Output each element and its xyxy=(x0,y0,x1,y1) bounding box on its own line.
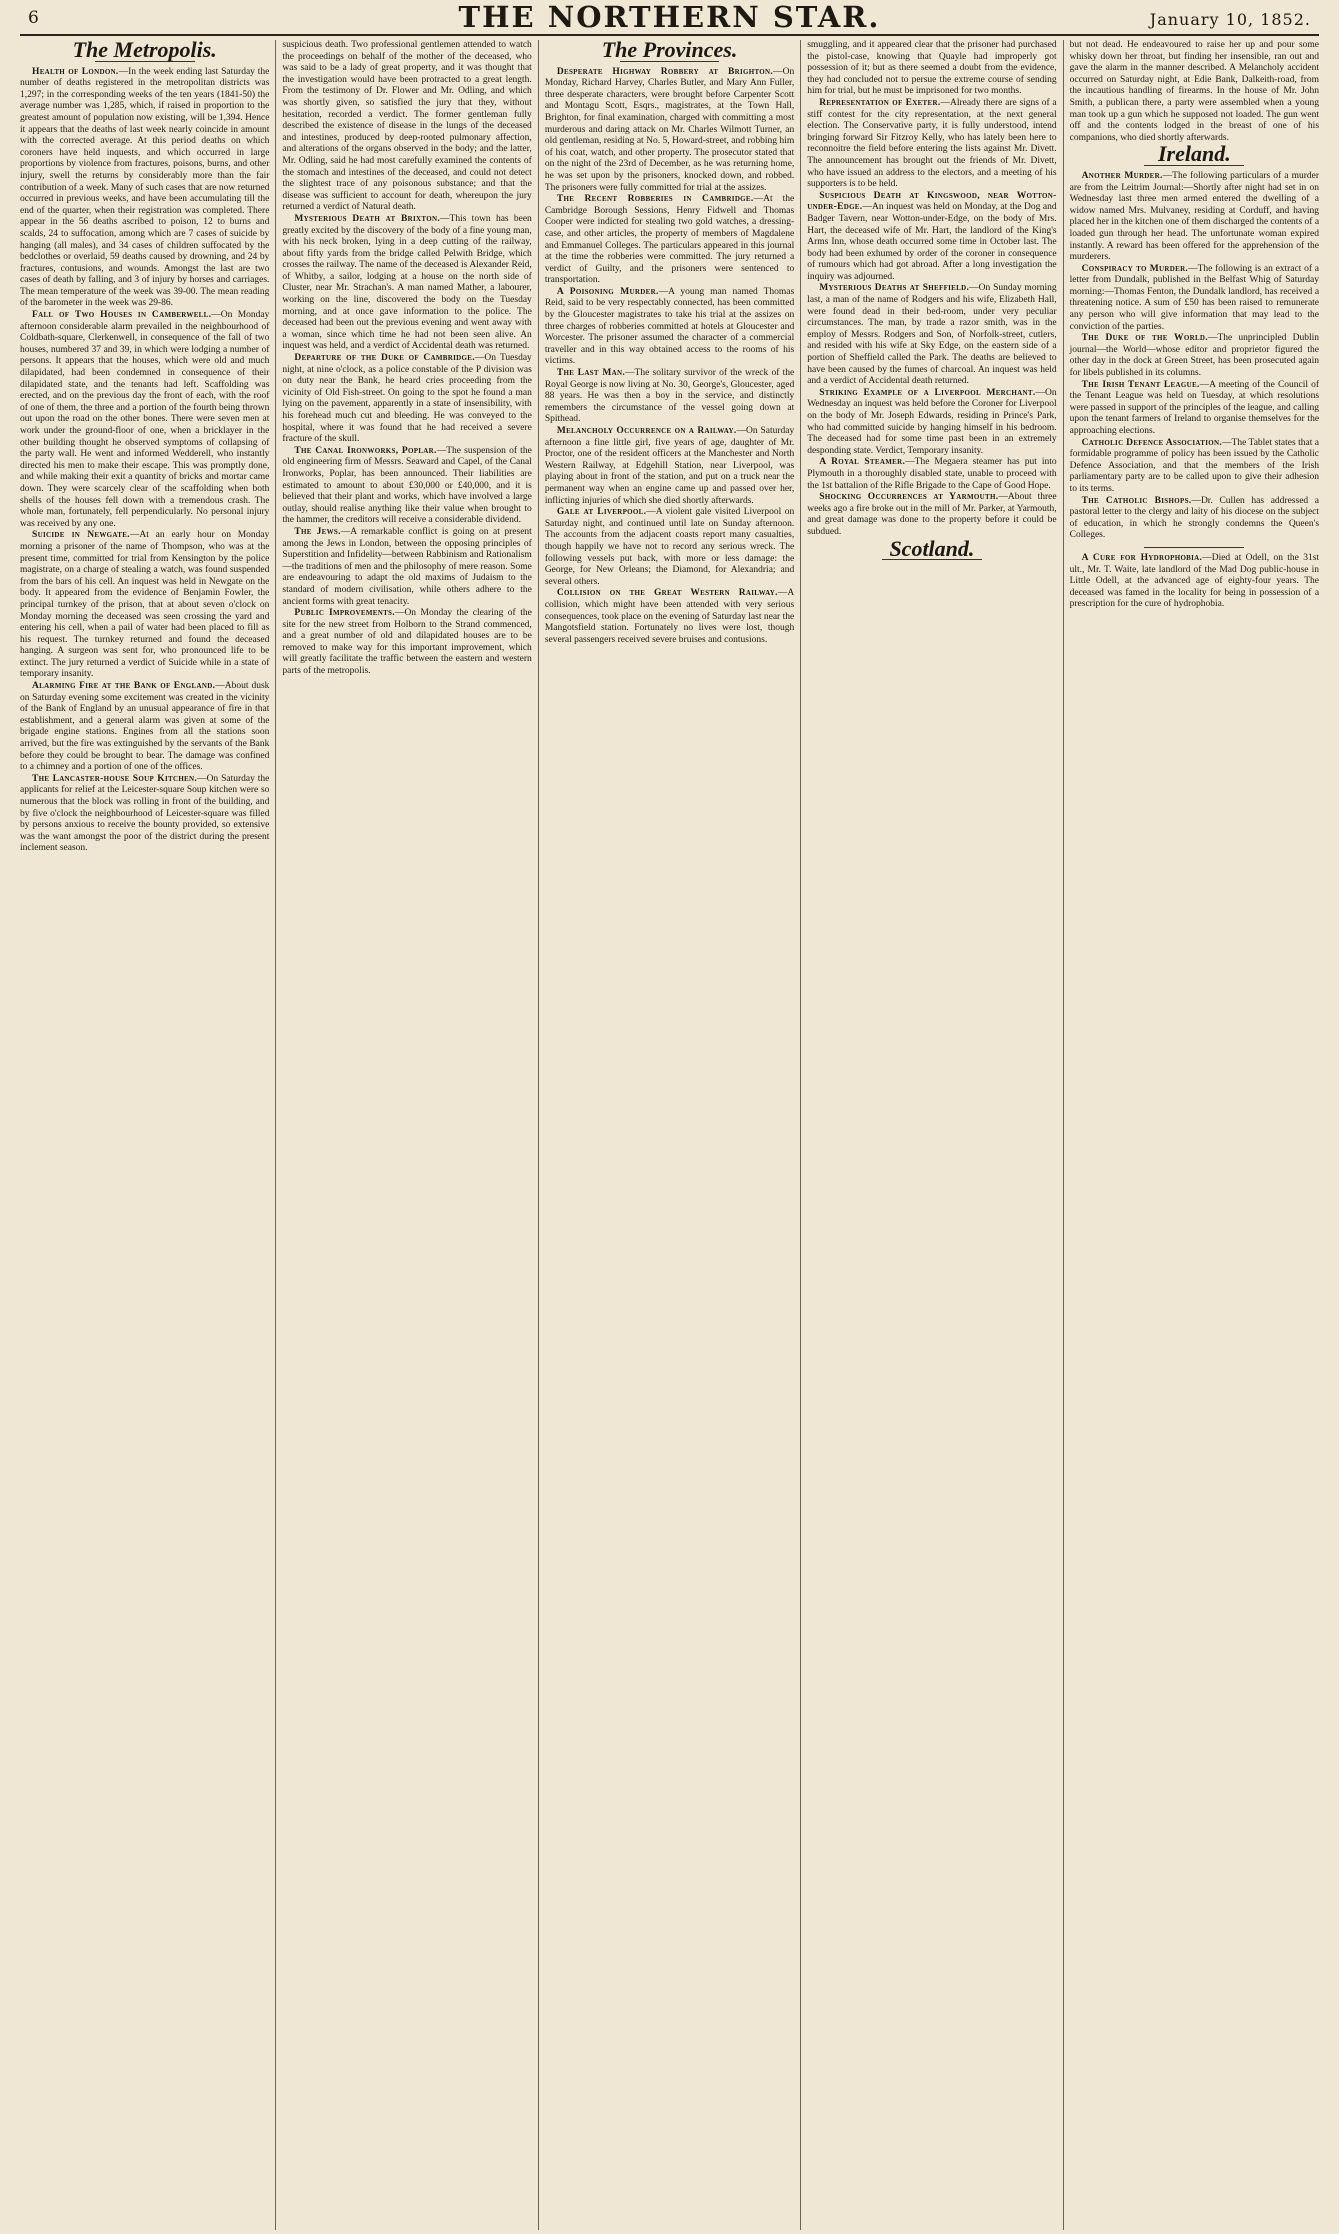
article-paragraph xyxy=(282,214,531,353)
section-rule xyxy=(1144,547,1244,548)
article-text: —Dr. Cullen has addressed a pastoral letter to the clergy and laity of his diocese on the subject of education, in which he strongly condemns the Queen's Colleges. xyxy=(1069,495,1320,541)
article-kicker: Suspicious Death at Kingswood, near Wotton-under-Edge. xyxy=(807,190,1057,213)
article-text: —On Saturday the applicants for relief at the Leicester-square Soup kitchen were so numerous that the block was rolling in front of the building, and by five o'clock the neighbourhood of Leicester-square was filled by persons anxious to receive the bounty provided, so extensive was the want amongst the poor of the district during the present inclement season. xyxy=(20,773,270,854)
article-paragraph xyxy=(20,67,269,310)
article-paragraph xyxy=(545,588,794,646)
article-text: —The suspension of the old engineering firm of Messrs. Seaward and Capel, of the Canal Ironworks, Poplar, has been announced. Their liabilities are estimated to amount to about £30,000 or £40,000, and it is believed that their plant and works, which have involved a large outlay, should realise anything like their value when brought to the hammer, the creditors will receive a considerable dividend. xyxy=(282,445,532,526)
article-text: —Already there are signs of a stiff contest for the city representation, at the next general election. The Conservative party, it is fully understood, intend bringing forward Sir Fitzroy Kelly, who has lately been here to reconnoitre the field before entering the lists against Mr. Divett. The announcement has brought out the friends of Mr. Divett, who have issued an address to the electors, and a meeting of his supporters is to be held. xyxy=(807,97,1057,190)
article-kicker: The Lancaster-house Soup Kitchen. xyxy=(32,773,198,784)
article-kicker: The Jews. xyxy=(294,526,341,537)
issue-date: January 10, 1852. xyxy=(1149,10,1311,29)
article-text: —The following particulars of a murder are from the Leitrim Journal:—Shortly after night had set in on Wednesday last three men armed entered the dwelling of a widow named Mrs. Mulvaney, residing at Corduff, and having placed her in the kitchen one of them discharged the contents of a loaded gun through her head. The unfortunate woman expired instantly. A reward has been offered for the apprehension of the murderers. xyxy=(1069,170,1320,263)
article-kicker: The Canal Ironworks, Poplar. xyxy=(294,445,437,456)
article-kicker: A Poisoning Murder. xyxy=(556,286,659,297)
article xyxy=(282,40,531,678)
article-text: —The solitary survivor of the wreck of the Royal George is now living at No. 30, George's, Gloucester, aged 88 years. He was then a boy in the service, and distinctly remembers the circumstance of the vessel going down at Spithead. xyxy=(544,368,795,425)
article-kicker: The Irish Tenant League. xyxy=(1081,379,1200,390)
article-kicker: Catholic Defence Association. xyxy=(1081,437,1223,448)
article xyxy=(545,67,794,647)
article-kicker: The Catholic Bishops. xyxy=(1081,495,1192,506)
article-text: —On Tuesday night, at nine o'clock, as a police constable of the P division was on duty near the Bank, he heard cries proceeding from the vicinity of Old Fish-street. On going to the spot he found a man lying on the pavement, apparently in a state of insensibility, with his forehead much cut and bleeding. He was conveyed to the hospital, where it was found that he had received a severe fracture of the skull. xyxy=(282,353,532,445)
article-paragraph xyxy=(545,194,794,287)
article-text: —A young man named Thomas Reid, said to be very respectably connected, has been committed by the Gloucester magistrates to take his trial at the assizes on three charges of robberies committed at hotels at Gloucester and Worcester. The prisoner assumed the character of a commercial traveller and in this way obtained access to the rooms of his victims. xyxy=(544,286,795,367)
article-text: —On Monday, Richard Harvey, Charles Butler, and Mary Ann Fuller, three desperate characters, were brought before Carpenter Scott and Montagu Scott, Esqrs., magistrates, at the Town Hall, Brighton, for final examination, charged with committing a most murderous and daring attack on Mr. Charles Wilmott Turner, an old gentleman, residing at No. 5, Howard-street, and robbing him of his coat, watch, and other property. The prosecutor stated that on the night of the 23rd of December, as he was returning home, he was set upon by the prisoners, knocked down, and robbed. The prisoners were fully committed for trial at the assizes. xyxy=(544,66,795,193)
section-heading-metropolis: The Metropolis. xyxy=(72,40,217,62)
article-paragraph xyxy=(20,681,269,774)
article-text: —The Tablet states that a formidable programme of policy has been issued by the Catholic Defence Association, and that the members of the Irish parliamentary party are to be called upon to give their adhesion to its terms. xyxy=(1069,437,1320,494)
article-paragraph xyxy=(807,40,1056,98)
article-text: —On Wednesday an inquest was held before the Coroner for Liverpool on the body of Mr. Joseph Edwards, residing in Prince's Park, who had committed suicide by hanging himself in his bedroom. The deceased had for some time past been in an extremely desponding state. Verdict, Temporary insanity. xyxy=(807,387,1057,456)
article-text: —Died at Odell, on the 31st ult., Mr. T. Waite, late landlord of the Mad Dog public-house in Little Odell, at the advanced age of eighty-four years. The deceased was famed in the locality for being in possession of a prescription for the cure of hydrophobia. xyxy=(1069,552,1320,610)
article-kicker: Suicide in Newgate. xyxy=(32,530,130,541)
article-text: —A remarkable conflict is going on at present among the Jews in London, between the opposing principles of Superstition and Infidelity—between Rabbinism and Rationalism—the traditions of men and the philosophy of mere reason. Some are endeavouring to adapt the old maxims of Judaism to the standard of modern civilisation, while others adhere to the ancient forms with great tenacity. xyxy=(282,526,532,607)
article-paragraph xyxy=(282,527,531,608)
article xyxy=(20,67,269,855)
article-text: —At the Cambridge Borough Sessions, Henry Fidwell and Thomas Cooper were indicted for stealing two gold watches, a dressing-case, and other articles, the property of members of Magdalene and Emmanuel Colleges. The particulars appeared in this journal at the time the robberies were committed. The jury returned a verdict of Guilty, and the prisoners were sentenced to transportation. xyxy=(544,194,795,286)
article-paragraph xyxy=(545,426,794,507)
article-kicker: Gale at Liverpool. xyxy=(556,507,647,518)
article-paragraph xyxy=(1070,171,1319,264)
article-kicker: Mysterious Deaths at Sheffield. xyxy=(819,283,970,294)
article-kicker: Shocking Occurrences at Yarmouth. xyxy=(819,492,999,503)
section-heading-ireland: Ireland. xyxy=(1157,141,1231,167)
article xyxy=(1070,553,1319,611)
column-1 xyxy=(14,40,276,2230)
article-kicker: Health of London. xyxy=(32,66,119,77)
article-kicker: Striking Example of a Liverpool Merchant. xyxy=(819,387,1036,398)
column-2 xyxy=(276,40,538,2230)
article-text: —About dusk on Saturday evening some excitement was created in the vicinity of the Bank of England by an unusual appearance of fire in that establishment, and a general alarm was given at some of the brigade engine stations. Engines from all the stations soon arrived, but the fire was extinguished by the servants of the Bank before they could be brought to bear. The damage was confined to a chimney and a portion of one of the offices. xyxy=(20,681,270,773)
article-text: —The Megaera steamer has put into Plymouth in a thoroughly disabled state, unable to proceed with the 1st battalion of the Rifle Brigade to the Cape of Good Hope. xyxy=(807,457,1057,491)
article-paragraph xyxy=(20,774,269,855)
article-text: —On Saturday afternoon a fine little girl, five years of age, daughter of Mr. Proctor, one of the resident officers at the Manchester and North Western Railway, at Edgehill Station, near Liverpool, was playing about in front of the station, and put on a truck near the permanent way when an engine came up and passed over her, inflicting injuries of which she died shortly afterwards. xyxy=(544,426,795,506)
article-paragraph xyxy=(545,287,794,368)
page-number: 6 xyxy=(28,8,39,28)
article-kicker: Another Murder. xyxy=(1081,170,1163,181)
section-heading-scotland: Scotland. xyxy=(889,535,975,561)
article-text: suspicious death. Two professional gentlemen attended to watch the proceedings on behalf of the mother of the deceased, who was said to be a lady of great property, and it was thought that the investigation would have been protracted to a great length. From the testimony of Dr. Flower and Mr. Odling, and which was shortly given, so satisfied the jury that they, without hesitation, recorded a verdict. The former gentleman fully described the existence of disease in the lungs of the deceased and intestines, produced by deep-rooted pulmonary affection, and alterations of the organs observed in the body; and the latter, Mr. Odling, said he had most carefully examined the contents of the stomach and intestines of the deceased, and could not detect the slightest trace of any poisonous substance; and that the disease was sufficient to account for death, whereupon the jury returned a verdict of Natural death. xyxy=(282,40,532,213)
article-paragraph xyxy=(1070,333,1319,379)
article-kicker: Departure of the Duke of Cambridge. xyxy=(294,353,475,364)
article-paragraph xyxy=(20,530,269,681)
article-paragraph xyxy=(1070,380,1319,438)
article-text: —The unprincipled Dublin journal—the World—whose editor and proprietor figured the other day in the dock at Green Street, has been prosecuted again for libels published in its columns. xyxy=(1069,333,1320,379)
article-paragraph xyxy=(282,608,531,678)
article-kicker: The Last Man. xyxy=(556,368,626,379)
columns xyxy=(14,36,1325,2230)
article-kicker: The Duke of the World. xyxy=(1081,333,1208,344)
article-kicker: A Cure for Hydrophobia. xyxy=(1081,552,1203,563)
article-kicker: Melancholy Occurrence on a Railway. xyxy=(556,426,737,436)
article-paragraph xyxy=(807,457,1056,492)
article-paragraph xyxy=(545,67,794,195)
article-paragraph xyxy=(20,310,269,530)
article xyxy=(1070,171,1319,542)
article-text: —An inquest was held on Monday, at the Dog and Badger Tavern, near Wotton-under-Edge, on the body of Mrs. Hart, the deceased wife of Mr. Hart, the landlord of the King's Arms Inn, whose death occurred some time in October last. The body had been exhumed by order of the coroner in consequence of rumours which had got abroad. After a long investigation the inquiry was adjourned. xyxy=(807,202,1057,282)
article-kicker: Collision on the Great Western Railway. xyxy=(556,588,778,599)
article-text: —A collision, which might have been attended with very serious consequences, took place on the evening of Saturday last near the Mangotsfield station. Fortunately no lives were lost, though several passengers received severe bruises and contusions. xyxy=(544,588,795,645)
column-4 xyxy=(801,40,1063,2230)
article-kicker: A Royal Steamer. xyxy=(819,457,906,468)
article-paragraph xyxy=(282,40,531,214)
article-text: —A meeting of the Council of the Tenant League was held on Tuesday, at which resolutions were passed in support of the principles of the league, and calling upon the tenant farmers of Ireland to organise themselves for the approaching elections. xyxy=(1069,379,1320,436)
article-text: —On Monday the clearing of the site for the new street from Holborn to the Strand commenced, and a great number of old and dilapidated houses are to be removed to make way for this important improvement, which will greatly facilitate the traffic between the eastern and western parts of the metropolis. xyxy=(282,608,532,677)
column-3 xyxy=(539,40,801,2230)
article-kicker: Fall of Two Houses in Camberwell. xyxy=(32,310,212,321)
article-paragraph xyxy=(545,368,794,426)
newspaper-title: THE NORTHERN STAR. xyxy=(458,0,881,34)
article-paragraph xyxy=(1070,553,1319,611)
article xyxy=(1070,40,1319,144)
article-text: —A violent gale visited Liverpool on Saturday night, and continued until late on Sunday afternoon. The accounts from the adjacent coasts report many casualties, though happily we have not to record any serious wreck. The following vessels put back, with more or less damage: the George, for New Orleans; the Diamond, for Alexandria; and several others. xyxy=(544,507,795,587)
article-text: —The following is an extract of a letter from Dundalk, published in the Belfast Whig of Saturday morning:—Thomas Fenton, the Dundalk landlord, has received a threatening notice. A sum of £50 has been raised to remunerate any person who will give information that may lead to the conviction of the parties. xyxy=(1069,263,1320,332)
section-heading-provinces: The Provinces. xyxy=(601,40,738,62)
article-paragraph xyxy=(1070,496,1319,542)
article-text: —On Sunday morning last, a man of the name of Rodgers and his wife, Elizabeth Hall, were found dead in their bed-room, under very peculiar circumstances. The man, by trade a razor smith, was in the employ of Messrs. Rodgers and Son, of Norfolk-street, cutlers, and resided with his wife at Sky Edge, on the eastern side of a portion of Sheffield called the Park. The deaths are believed to have been caused by the fumes of charcoal. An inquest was held and a verdict of Accidental death returned. xyxy=(807,283,1057,387)
masthead xyxy=(20,0,1319,36)
article-kicker: Mysterious Death at Brixton. xyxy=(294,213,441,224)
article-kicker: Desperate Highway Robbery at Brighton. xyxy=(556,66,774,77)
article-kicker: Alarming Fire at the Bank of England. xyxy=(32,681,216,692)
article-paragraph xyxy=(807,388,1056,458)
article-paragraph xyxy=(282,446,531,527)
article-kicker: Conspiracy to Murder. xyxy=(1081,263,1189,274)
article-paragraph xyxy=(282,353,531,446)
article-text: smuggling, and it appeared clear that the prisoner had purchased the pistol-case, knowing that Quayle had improperly got possession of it; but as there seemed a doubt from the evidence, they had concluded not to persue the extreme course of sending him for trial, but he must be imprisoned for two months. xyxy=(807,40,1057,97)
column-5 xyxy=(1064,40,1325,2230)
article-text: —On Monday afternoon considerable alarm prevailed in the neighbourhood of Coldbath-square, Clerkenwell, in consequence of the fall of two houses, numbered 37 and 39, in which were lodging a number of persons. It appears that the houses, which were old and much dilapidated, had been condemned in consequence of their dilapidated state, and the tenants had left. Scaffolding was erected, and on the previous day the front of each, with the roof of one of them, the three and a portion of the fourth being thrown out upon the road on the other bones. There were seven men at work under the ground-floor of one, when a bricklayer in the other building thought he observed symptoms of collapsing of the party wall. He went and informed Wedderell, who instantly directed his men to make their escape. This was promptly done, and while making their exit a quantity of bricks and mortar came down. They were scarcely clear of the scaffolding when both shells of the houses fell down with a tremendous crash. The whole man, fortunately, fell perpendicularly. No personal injury was received by any one. xyxy=(20,310,270,529)
article-kicker: The Recent Robberies in Cambridge. xyxy=(556,194,754,205)
article-paragraph xyxy=(807,492,1056,538)
article-paragraph xyxy=(545,507,794,588)
article-paragraph xyxy=(807,283,1056,387)
article-paragraph xyxy=(807,98,1056,191)
article-text: —At an early hour on Monday morning a prisoner of the name of Thompson, who was at the present time, committed for trial from Kensington by the police magistrate, on a charge of stealing a watch, was found suspended from the bars of his cell. An inquest was held in Newgate on the body. It appeared from the evidence of Benjamin Fowler, the principal turnkey of the prison, that at about seven o'clock on Monday morning the deceased was seen crossing the yard and entering his cell, when a pail of water had been placed to fill as his request. The turnkey returned and found the deceased hanging. A surgeon was sent for, who pronounced life to be extinct. The jury returned a verdict of Suicide while in a state of temporary insanity. xyxy=(20,530,270,680)
article-paragraph xyxy=(1070,438,1319,496)
article-text: —About three weeks ago a fire broke out in the mill of Mr. Parker, at Yarmouth, and great damage was done to the property before it could be subdued. xyxy=(807,492,1057,537)
article xyxy=(807,40,1056,539)
article-text: but not dead. He endeavoured to raise her up and pour some whisky down her throat, but finding her insensible, ran out and gave the alarm in the manner described. A Melancholy accident occurred on Saturday night, at Edie Bank, Dalkeith-road, from the incautious handling of firearms. In the house of Mr. John Smith, a publican there, a party were assembled when a young man took up a gun which he supposed not loaded. The gun went off and the contents lodged in the breast of one of his companions, who died shortly afterwards. xyxy=(1069,40,1320,143)
article-paragraph xyxy=(1070,264,1319,334)
article-text: —This town has been greatly excited by the discovery of the body of a fine young man, with his neck broken, lying in a deep cutting of the railway, about fifty yards from the bridge called Pelwith Bridge, which crosses the railway. The name of the deceased is Alexander Reid, of Whitby, a sailor, lodging at a house on the north side of Cluster, near Mr. Strachan's. A man named Mather, a labourer, working on the line, discovered the body on the Tuesday morning, and at once gave information to the police. The deceased had been out the previous evening and went away with a woman, since which time he had not been seen alive. An inquest was held, and a verdict of Accidental death was returned. xyxy=(282,213,532,352)
article-text: —In the week ending last Saturday the number of deaths registered in the metropolitan districts was 1,297; in the corresponding weeks of the ten years (1841-50) the average number was 1,285, which, if raised in proportion to the greatest amount of population now existing, will be 1,394. Hence it appears that the deaths of last week nearly coincide in amount with the corrected average. At this period deaths on which coroners have held inquests, and which occurred in large proportions by violence from fractures, poisons, burns, and other injury, swell the returns by considerably more than the fair contribution of a week. Many of such cases that are now returned occurred in previous weeks, and have been accumulating till the end of the quarter, when their registration was completed. There appear in the 56 deaths ascribed to poison, 12 to burns and scalds, 24 to suffocation, among which are 7 cases of suicide by hanging (all males), and 34 cases of children suffocated by the bedclothes or overlaid, 59 deaths caused by drowning, and 24 by fractures, contusions, and wounds. Amongst the last are two cases of death by falling, and 3 of injury by horses and carriages. The mean temperature of the week was 39-00. The mean reading of the barometer in the week was 29-86. xyxy=(20,66,270,309)
article-paragraph xyxy=(1070,40,1319,144)
article-kicker: Public Improvements. xyxy=(294,608,395,619)
article-kicker: Representation of Exeter. xyxy=(819,97,941,108)
article-paragraph xyxy=(807,191,1056,284)
